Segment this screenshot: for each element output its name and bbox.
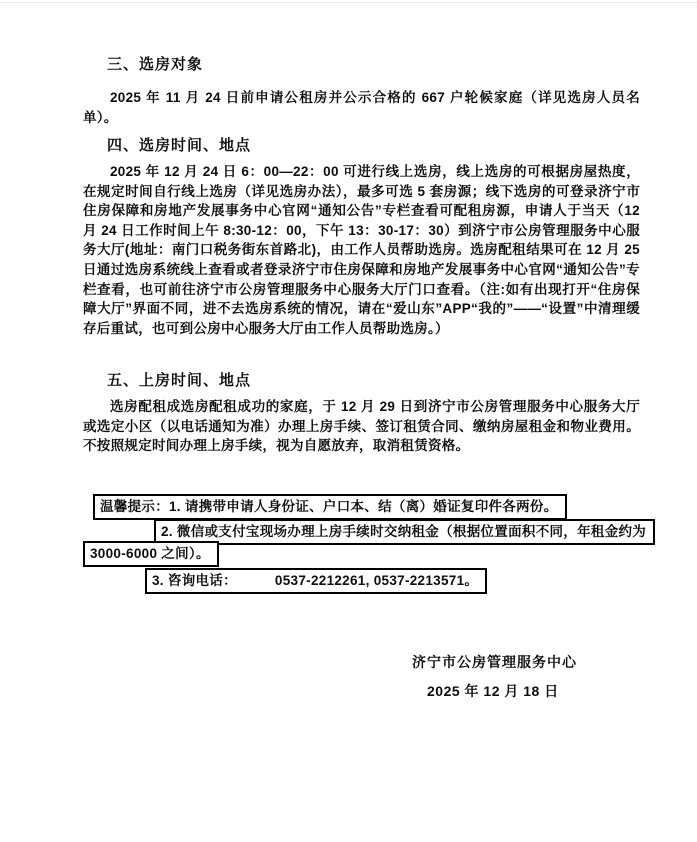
footer-organization-name: 济宁市公房管理服务中心 — [412, 654, 577, 670]
section-paragraph-selection-time-place: 2025 年 12 月 24 日 6：00—22：00 可进行线上选房，线上选房的可根据房屋热度，在规定时间自行线上选房（详见选房办法），最多可选 5 套房源；线下选房的可登录济宁市住房保障和房地产发展事务中心官网“通知公告”专栏查看可配租房源，申请人于当天（12 月 24 日工作时间上午 8:30-12：00，下午 13：30-17：30）到济宁市公房管理服务中心服务大厅(地址：南门口税务街东首路北)，由工作人员帮助选房。选房配租结果可在 12 月 25 日通过选房系统线上查看或者登录济宁市住房保障和房地产发展事务中心官网“通知公告”专栏查看，也可前往济宁市公房管理服务中心服务大厅门口查看。（注:如有出现打开“住房保障大厅”界面不同，进不去选房系统的情况，请在“爱山东”APP“我的”——“设置”中清理缓存后重试，也可到公房中心服务大厅由工作人员帮助选房。） — [83, 164, 640, 336]
section-heading-selection-time-place: 四、选房时间、地点 — [107, 137, 252, 154]
warm-tips-box-rent-range-continuation: 3000-6000 之间）。 — [83, 541, 219, 567]
section-paragraph-movein-time-place: 选房配租成选房配租成功的家庭，于 12 月 29 日到济宁市公房管理服务中心服务大厅或选定小区（以电话通知为准）办理上房手续、签订租赁合同、缴纳房屋租金和物业费用。不按照规定时间办理上房手续，视为自愿放弃，取消租赁资格。 — [83, 399, 640, 454]
section-paragraph-housing-selection-targets: 2025 年 11 月 24 日前申请公租房并公示合格的 667 户轮候家庭（详见选房人员名单）。 — [83, 90, 640, 125]
phone-numbers: 0537-2212261, 0537-2213571。 — [274, 573, 479, 588]
scan-artifact-line — [0, 2, 697, 3]
phone-label: 3. 咨询电话： — [152, 573, 237, 588]
footer-date: 2025 年 12 月 18 日 — [427, 683, 559, 699]
section-heading-housing-selection-targets: 三、选房对象 — [107, 56, 204, 73]
warm-tips-box-rent-payment: 2. 微信或支付宝现场办理上房手续时交纳租金（根据位置面积不同，年租金约为 — [154, 519, 655, 545]
warm-tips-box-phone — [145, 568, 487, 594]
warm-tips-box-documents: 温馨提示：1. 请携带申请人身份证、户口本、结（离）婚证复印件各两份。 — [93, 494, 567, 520]
section-heading-movein-time-place: 五、上房时间、地点 — [107, 372, 252, 389]
